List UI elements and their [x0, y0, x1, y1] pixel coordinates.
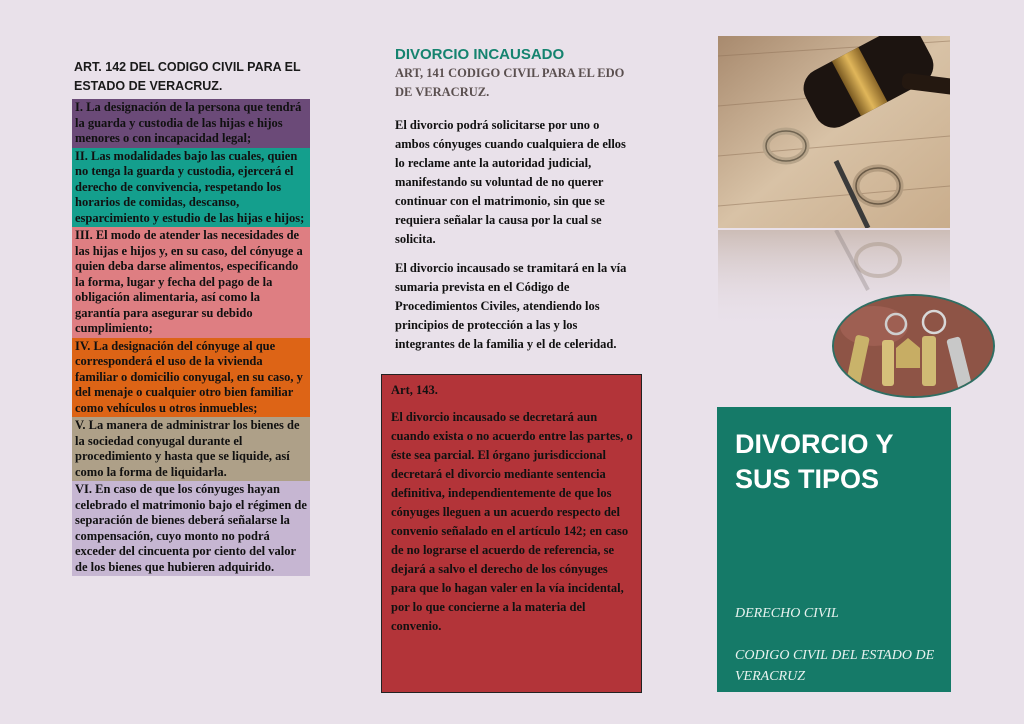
article-item-3: III. El modo de atender las necesidades de las hijas e hijos y, en su caso, del cónyuge a quien deba darse alimentos, especificando la forma, lugar y fecha del pago de la obligación alimentaria, así como la garantía para asegurar su debido cumplimiento; — [72, 227, 310, 338]
divorcio-incausado-heading: DIVORCIO INCAUSADO — [395, 46, 565, 63]
gavel-rings-illustration — [718, 36, 950, 228]
cover-title: DIVORCIO Y SUS TIPOS — [735, 429, 894, 494]
cover-subtitle-derecho-civil: DERECHO CIVIL — [735, 606, 839, 621]
house-keys-photo — [832, 294, 995, 398]
article-143-title: Art, 143. — [391, 383, 438, 397]
cover-subtitle-codigo: CODIGO CIVIL DEL ESTADO DE VERACRUZ — [735, 648, 935, 684]
article-142-list — [72, 99, 310, 576]
article-item-4: IV. La designación del cónyuge al que corresponderá el uso de la vivienda familiar o domicilio conyugal, en su caso, y del menaje o cualquier otro bien familiar como vehículos u otros inmuebles; — [72, 338, 310, 418]
article-143-box — [381, 374, 642, 693]
article-item-6: VI. En caso de que los cónyuges hayan celebrado el matrimonio bajo el régimen de separación de bienes deberá señalarse la compensación, cuyo monto no podrá exceder del cincuenta por ciento del valor de los bienes que hubieren adquirido. — [72, 481, 310, 576]
paragraph-2: El divorcio incausado se tramitará en la vía sumaria prevista en el Código de Procedimientos Civiles, atendiendo los principios de protección a las y los integrantes de la familia y el de celeridad. — [395, 261, 627, 351]
article-item-5: V. La manera de administrar los bienes de la sociedad conyugal durante el procedimiento y hasta que se liquide, así como la forma de liquidarla. — [72, 417, 310, 481]
gavel-and-rings-photo — [718, 36, 950, 228]
article-item-2: II. Las modalidades bajo las cuales, quien no tenga la guarda y custodia, ejercerá el derecho de convivencia, respetando los horarios de comidas, descanso, esparcimiento y estudio de las hijas e hijos; — [72, 148, 310, 228]
paragraph-1: El divorcio podrá solicitarse por uno o ambos cónyuges cuando cualquiera de ellos lo reclame ante la autoridad judicial, manifestando su voluntad de no querer continuar con el matrimonio, sin que se requiera señalar la causa por la cual se solicita. — [395, 118, 626, 246]
article-item-1: I. La designación de la persona que tendrá la guarda y custodia de las hijas e hijos menores o con incapacidad legal; — [72, 99, 310, 148]
article-142-title: ART. 142 DEL CODIGO CIVIL PARA EL ESTADO DE VERACRUZ. — [74, 60, 301, 93]
keys-illustration — [834, 296, 995, 398]
cover-panel — [717, 407, 951, 692]
article-141-subheading: ART, 141 CODIGO CIVIL PARA EL EDO DE VERACRUZ. — [395, 66, 625, 99]
article-143-text: El divorcio incausado se decretará aun cuando exista o no acuerdo entre las partes, o éste sea parcial. El órgano jurisdiccional decretará el divorcio mediante sentencia definitiva, independientemente de que los cónyuges lleguen a un acuerdo respecto del convenio señalado en el artículo 142; en caso de no lograrse el acuerdo de referencia, se dejará a salvo el derecho de los cónyuges para que lo hagan valer en la vía incidental, por lo que concierne a la materia del convenio. — [391, 410, 633, 633]
